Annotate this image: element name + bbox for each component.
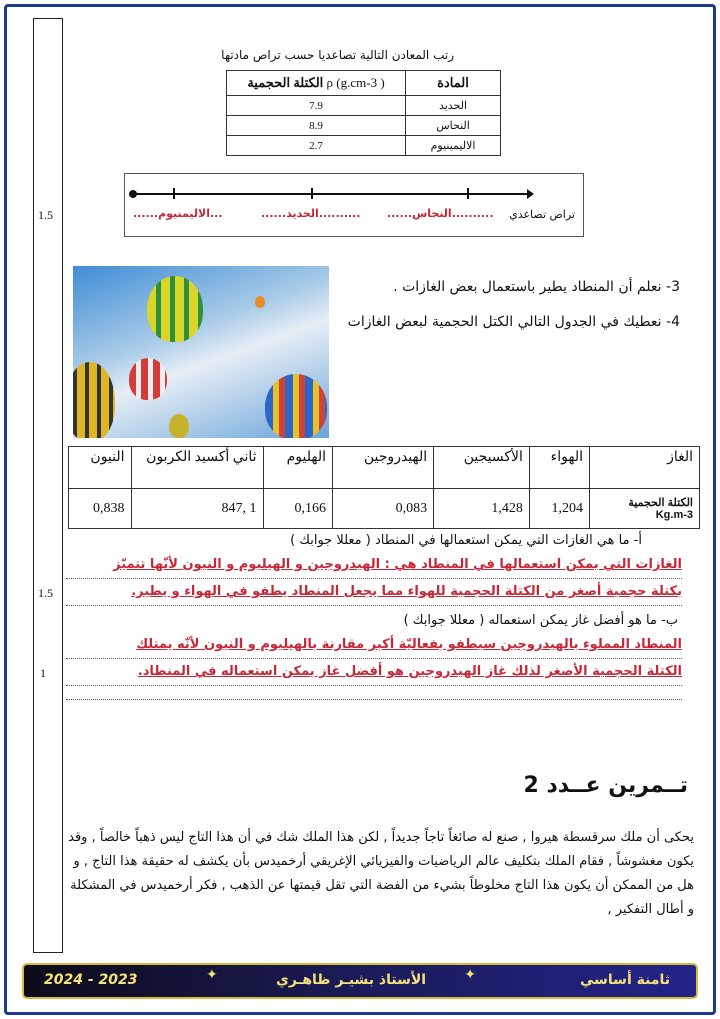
sparkle-icon: ✦ [206, 967, 218, 983]
score-2: 1.5 [38, 586, 53, 600]
answer-b-line-2: الكتلة الحجمية الأصغر لذلك غاز الهيدروجين هو أفضل غاز يمكن استعماله في المنطاد. [66, 659, 682, 686]
questions-answers [66, 530, 682, 700]
exercise-2-text: يحكى أن ملك سرقسطة هيروا , صنع له صائغاً تاجاً جديداً , لكن هذا الملك شك في أن هذا التاج ليس ذهباً خالصاً , وقد يكون مغشوشاً , فقام الملك بتكليف عالم الرياضيات والفيزيائي الإغريقي أرخميدس بأن يكشف له حقيقة هذا التاج , و هل من الممكن أن يكون هذا التاج مخلوطاً بشيء من الفضة التي تقل قيمتها عن الذهب , فكر أرخميدس في المشكلة و أطال التفكير , [68, 830, 694, 917]
hot-air-balloons-image [73, 266, 329, 438]
question-4: 4- نعطيك في الجدول التالي الكتل الحجمية لبعض الغازات [347, 314, 680, 330]
question-3: 3- نعلم أن المنطاد يطير باستعمال بعض الغازات . [393, 279, 680, 295]
table-row: 7.9 الحديد [227, 96, 501, 116]
question-a: أ- ما هي الغازات التي يمكن استعمالها في المنطاد ( معللا جوابك ) [290, 533, 642, 548]
scale-axis [133, 193, 528, 195]
answer-a-line-2: بكتلة حجمية أصغر من الكتلة الحجمية للهواء مما يجعل المنطاد يطفو في الهواء و يطير. [66, 579, 682, 606]
gas-density-table: الغاز الهواء الأكسيجين الهيدروجين الهليوم ثاني أكسيد الكربون النيون الكتلة الحجمية Kg.m-3 1,204 1,428 0,083 0,166 1 ,847 0,838 [68, 446, 700, 529]
score-margin [33, 18, 63, 953]
density-unit: ρ (g.cm-3 ) [326, 75, 385, 90]
answer-iron: ......الحديد.......... [261, 207, 361, 220]
footer-year: 2024 - 2023 [44, 972, 138, 988]
footer-level: ثامنة أساسي [579, 972, 670, 988]
question-b: ب- ما هو أفضل غاز يمكن استعماله ( معللا جوابك ) [403, 613, 678, 628]
footer-banner [22, 963, 698, 999]
metals-table [226, 70, 501, 156]
answer-aluminium: ......الاليمنيوم... [133, 207, 223, 220]
score-1: 1.5 [38, 208, 53, 222]
instruction: رتب المعادن التالية تصاعديا حسب تراص مادتها [221, 48, 454, 62]
material-header: المادة [406, 71, 501, 96]
density-header: الكتلة الحجمية [247, 75, 324, 90]
answer-a-line-1: الغازات التي يمكن استعمالها في المنطاد هي : الهيدروجين و الهيليوم و النيون لأنّها تتميّز [66, 552, 682, 579]
scale-label: تراص تصاعدي [509, 208, 575, 221]
footer-teacher: الأستاذ بشيـر ظاهـري [276, 972, 427, 988]
exercise-2-title: تــمرين عــدد 2 [523, 773, 688, 798]
density-scale [124, 173, 584, 237]
answer-copper: ......النحاس.......... [387, 207, 494, 220]
table-row: 8.9 النحاس [227, 116, 501, 136]
table-row: 2.7 الاليمينيوم [227, 136, 501, 156]
sparkle-icon: ✦ [464, 967, 476, 983]
answer-b-line-1: المنطاد المملوء بالهيدروجين سيطفو بفعاليّة أكبر مقارنة بالهيليوم و النيون لأنّه يمتلك [66, 632, 682, 659]
score-3: 1 [40, 666, 46, 680]
